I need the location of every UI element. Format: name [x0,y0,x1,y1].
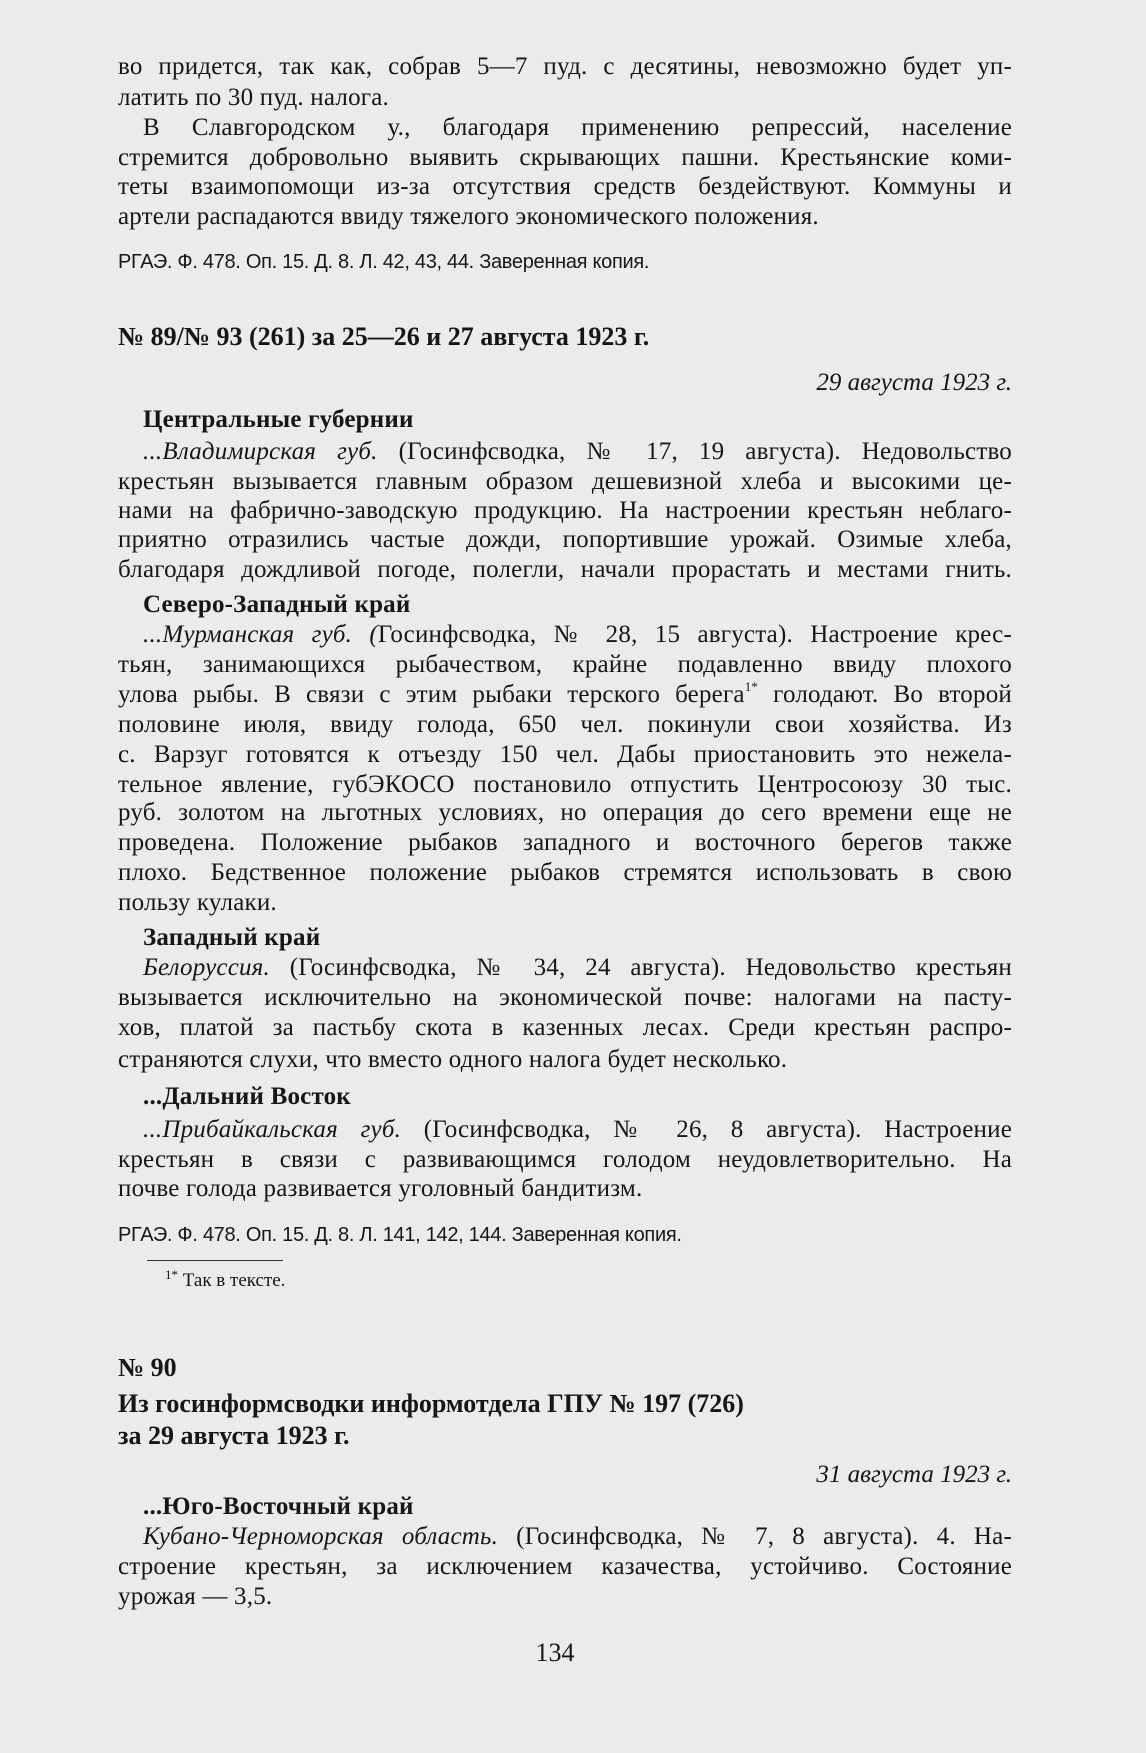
text-line: плохо. Бедственное положение рыбаков стремятся использовать в свою [118,859,1012,886]
section-heading: Северо-Западный край [143,591,411,618]
region-name: ...Владимирская губ. [143,438,378,465]
text-line: хов, платой за пастьбу скота в казенных лесах. Среди крестьян распро- [118,1014,1012,1041]
text-line: стремится добровольно выявить скрывающих пашни. Крестьянские коми- [118,144,1012,171]
text-line [143,620,1012,650]
archive-source: РГАЭ. Ф. 478. Оп. 15. Д. 8. Л. 42, 43, 44. Заверенная копия. [118,251,650,273]
text-line: артели распадаются ввиду тяжелого экономического положения. [118,203,819,230]
text-line: вызывается исключительно на экономической почве: налогами на пасту- [118,984,1012,1011]
section-heading: ...Юго-Восточный край [143,1493,414,1520]
text-line: страняются слухи, что вместо одного налога будет несколько. [118,1046,788,1073]
footnote [165,1268,285,1294]
text-line: В Славгородском у., благодаря применению репрессий, население [143,114,1012,141]
archive-source: РГАЭ. Ф. 478. Оп. 15. Д. 8. Л. 141, 142, 144. Заверенная копия. [118,1224,682,1246]
text-line: приятно отразились частые дожди, попортившие урожай. Озимые хлеба, [118,526,1012,553]
text-line: крестьян вызывается главным образом дешевизной хлеба и высокими це- [118,468,1012,495]
text-line: крестьян в связи с развивающимся голодом неудовлетворительно. На [118,1146,1012,1173]
text-span: Госинфсводка, № 28, 15 августа). Настроение крес- [377,621,1012,648]
text-line [143,437,1012,467]
footnote-mark[interactable]: 1* [744,679,759,694]
footnote-text: Так в тексте. [178,1270,286,1291]
text-line: во придется, так как, собрав 5—7 пуд. с десятины, невозможно будет уп- [118,53,1012,80]
text-span: улова рыбы. В связи с этим рыбаки терского берега [118,681,745,708]
text-line: с. Варзуг готовятся к отъезду 150 чел. Дабы приостановить это нежела- [118,741,1012,768]
footnote-mark: 1* [165,1267,178,1282]
region-name: Кубано-Черноморская область. [143,1523,499,1550]
document-heading: № 89/№ 93 (261) за 25—26 и 27 августа 1923 г. [118,322,650,351]
text-span: (Госинфсводка, № 17, 19 августа). Недовольство [377,438,1012,465]
document-date: 31 августа 1923 г. [816,1461,1012,1488]
document-title: за 29 августа 1923 г. [118,1421,350,1450]
text-line: благодаря дождливой погоде, полегли, начали прорастать и местами гнить. [118,556,1012,583]
document-number: № 90 [118,1353,177,1382]
text-line: латить по 30 пуд. налога. [118,84,389,111]
region-name: ...Мурманская губ. ( [143,621,378,648]
text-span: голодают. Во второй [758,681,1012,708]
section-heading: ...Дальний Восток [143,1083,351,1110]
text-line [143,953,1012,983]
text-span: (Госинфсводка, № 34, 24 августа). Недовольство крестьян [269,954,1012,981]
text-line: половине июля, ввиду голода, 650 чел. покинули свои хозяйства. Из [118,711,1012,738]
section-heading: Центральные губернии [143,406,414,433]
text-line: пользу кулаки. [118,889,277,916]
text-span: (Госинфсводка, № 7, 8 августа). 4. На- [498,1523,1012,1550]
text-line: почве голода развивается уголовный бандитизм. [118,1175,643,1202]
text-line: тельное явление, губЭКОСО постановило отпустить Центросоюзу 30 тыс. [118,771,1012,798]
text-span: (Госинфсводка, № 26, 8 августа). Настроение [401,1116,1012,1143]
text-line: руб. золотом на льготных условиях, но операция до сего времени еще не [118,799,1012,826]
text-line: строение крестьян, за исключением казачества, устойчиво. Состояние [118,1553,1012,1580]
text-line: проведена. Положение рыбаков западного и восточного берегов также [118,829,1012,856]
footnote-divider [147,1260,283,1261]
text-line [118,680,1012,710]
region-name: ...Прибайкальская губ. [143,1116,402,1143]
text-line [143,1522,1012,1552]
region-name: Белоруссия. [143,954,270,981]
text-line [143,1115,1012,1145]
text-line: урожая — 3,5. [118,1583,273,1610]
document-title: Из госинформсводки информотдела ГПУ № 197 (726) [118,1389,744,1418]
section-heading: Западный край [143,924,321,951]
text-line: теты взаимопомощи из-за отсутствия средств бездействуют. Коммуны и [118,173,1012,200]
text-line: нами на фабрично-заводскую продукцию. На настроении крестьян неблаго- [118,497,1012,524]
text-line: тьян, занимающихся рыбачеством, крайне подавленно ввиду плохого [118,651,1012,678]
page-number: 134 [535,1638,575,1667]
document-date: 29 августа 1923 г. [816,369,1012,396]
